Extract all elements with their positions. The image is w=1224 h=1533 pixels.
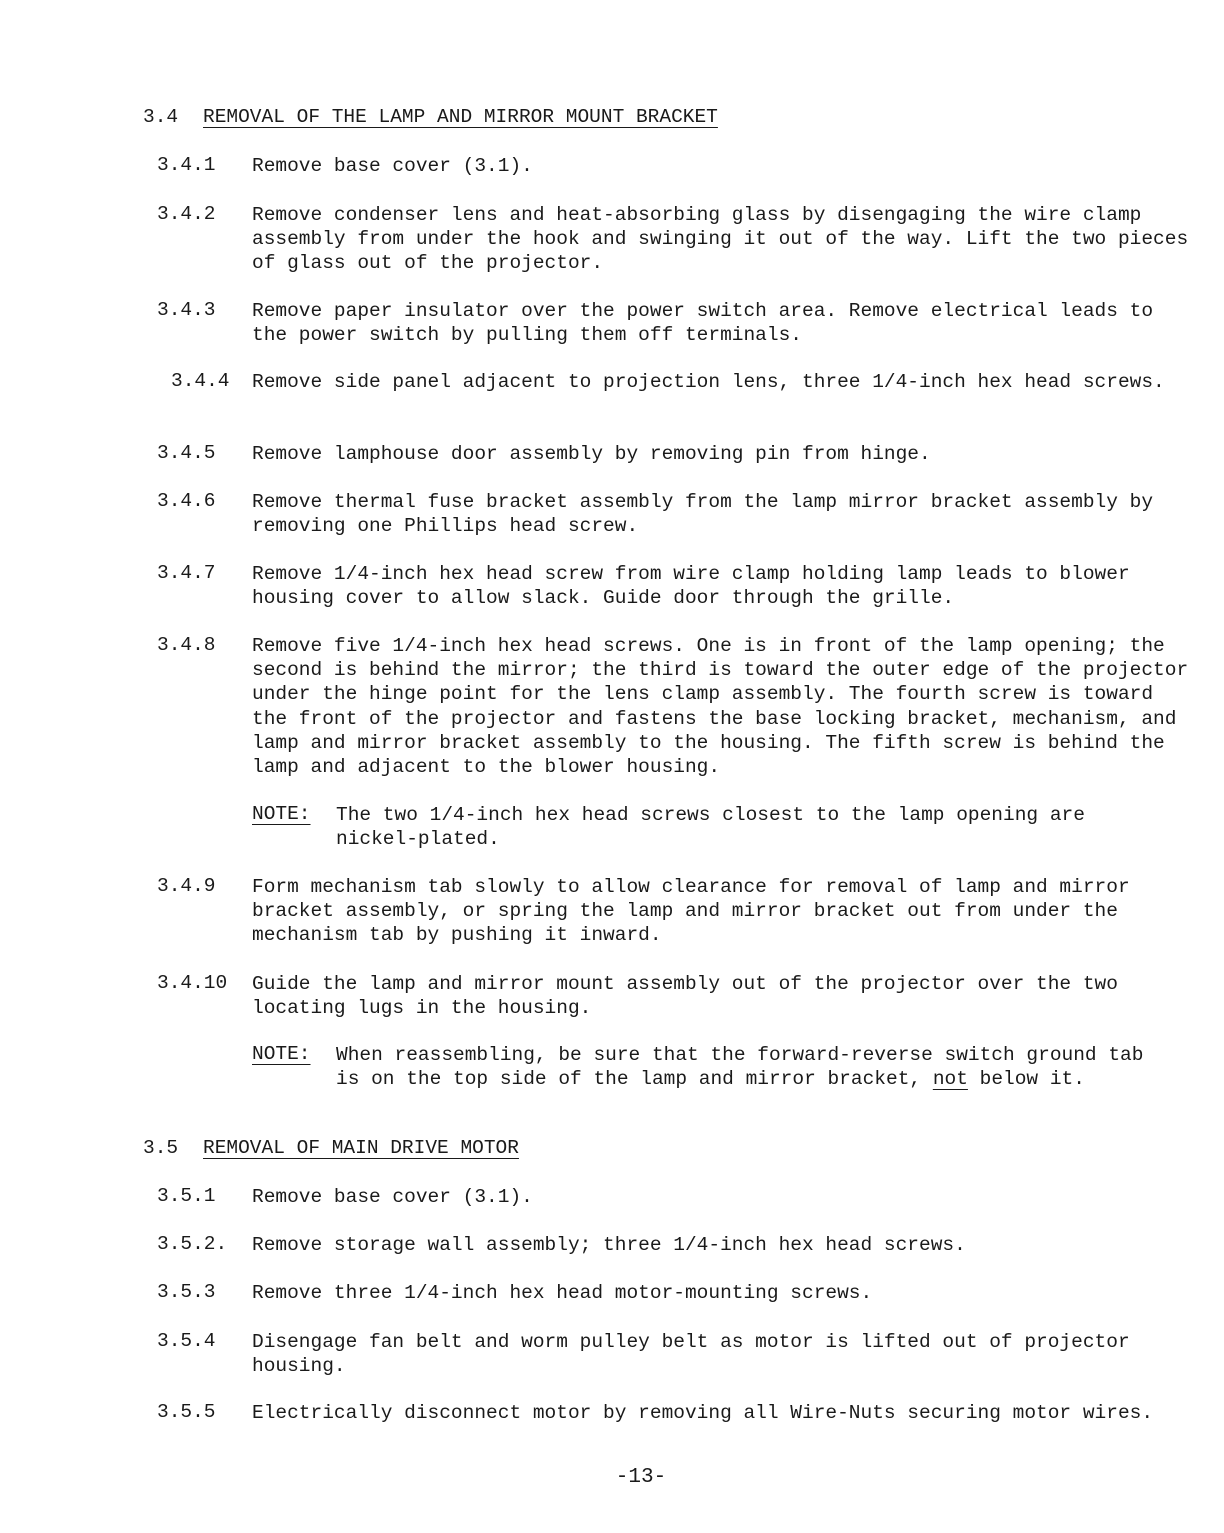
note-emphasis: not — [932, 1068, 968, 1091]
note-label: NOTE: — [252, 1043, 311, 1065]
step-number: 3.4.9 — [157, 875, 216, 897]
step-number: 3.4.4 — [171, 370, 230, 392]
step-text: Remove base cover (3.1). — [252, 1186, 533, 1208]
step-text: Form mechanism tab slowly to allow clearance for removal of lamp and mirror bracket assembly, or spring the lamp and mirror bracket out from under the mechanism tab by pushing it inward. — [252, 876, 1130, 947]
page-number: -13- — [615, 1466, 667, 1489]
step-text: Remove base cover (3.1). — [252, 155, 533, 177]
note-text-before: When reassembling, be sure that the forward-reverse switch ground tab is on the top side of the lamp and mirror bracket, — [336, 1044, 1144, 1091]
step-text: Remove five 1/4-inch hex head screws. One is in front of the lamp opening; the second is behind the mirror; the third is toward the outer edge of the projector under the hinge point for the lens clamp assembly. The fourth screw is toward the front of the projector and fastens the base locking bracket, mechanism, and lamp and mirror bracket assembly to the housing. The fifth screw is behind the lamp and adjacent to the blower housing. — [252, 635, 1189, 779]
step-text: Remove lamphouse door assembly by removing pin from hinge. — [252, 443, 931, 465]
section-number: 3.5 — [143, 1137, 179, 1159]
step-number: 3.4.8 — [157, 634, 216, 656]
section-title: REMOVAL OF MAIN DRIVE MOTOR — [203, 1137, 519, 1159]
step-text: Remove side panel adjacent to projection lens, three 1/4-inch hex head screws. — [252, 371, 1165, 393]
section-number: 3.4 — [143, 106, 179, 128]
step-text: Remove paper insulator over the power switch area. Remove electrical leads to the power switch by pulling them off terminals. — [252, 300, 1154, 347]
note-text — [336, 1043, 1156, 1091]
step-number: 3.4.10 — [157, 972, 228, 994]
step-text: Remove condenser lens and heat-absorbing glass by disengaging the wire clamp assembly from under the hook and swinging it out of the way. Lift the two pieces of glass out of the projector. — [252, 204, 1189, 275]
step-number: 3.5.3 — [157, 1281, 216, 1303]
step-text: Disengage fan belt and worm pulley belt as motor is lifted out of projector housing. — [252, 1331, 1130, 1378]
note-text-after: below it. — [967, 1068, 1085, 1091]
step-number: 3.5.5 — [157, 1401, 216, 1423]
step-number: 3.4.7 — [157, 562, 216, 584]
step-number: 3.4.2 — [157, 203, 216, 225]
step-text: Remove 1/4-inch hex head screw from wire clamp holding lamp leads to blower housing cover to allow slack. Guide door through the grille. — [252, 563, 1130, 610]
step-number: 3.5.1 — [157, 1185, 216, 1207]
step-text: Electrically disconnect motor by removing all Wire-Nuts securing motor wires. — [252, 1402, 1154, 1424]
step-number: 3.5.4 — [157, 1330, 216, 1352]
step-number: 3.4.1 — [157, 154, 216, 176]
step-text: Remove thermal fuse bracket assembly from the lamp mirror bracket assembly by removing one Phillips head screw. — [252, 491, 1154, 538]
step-text: Remove three 1/4-inch hex head motor-mounting screws. — [252, 1282, 873, 1304]
step-text: Remove storage wall assembly; three 1/4-inch hex head screws. — [252, 1234, 966, 1256]
step-number: 3.4.5 — [157, 442, 216, 464]
step-number: 3.5.2. — [157, 1233, 228, 1255]
note-label: NOTE: — [252, 803, 311, 825]
step-number: 3.4.3 — [157, 299, 216, 321]
note-text: The two 1/4-inch hex head screws closest to the lamp opening are nickel-plated. — [336, 804, 1085, 851]
section-title: REMOVAL OF THE LAMP AND MIRROR MOUNT BRACKET — [203, 106, 718, 128]
step-text: Guide the lamp and mirror mount assembly out of the projector over the two locating lugs in the housing. — [252, 973, 1118, 1020]
step-number: 3.4.6 — [157, 490, 216, 512]
